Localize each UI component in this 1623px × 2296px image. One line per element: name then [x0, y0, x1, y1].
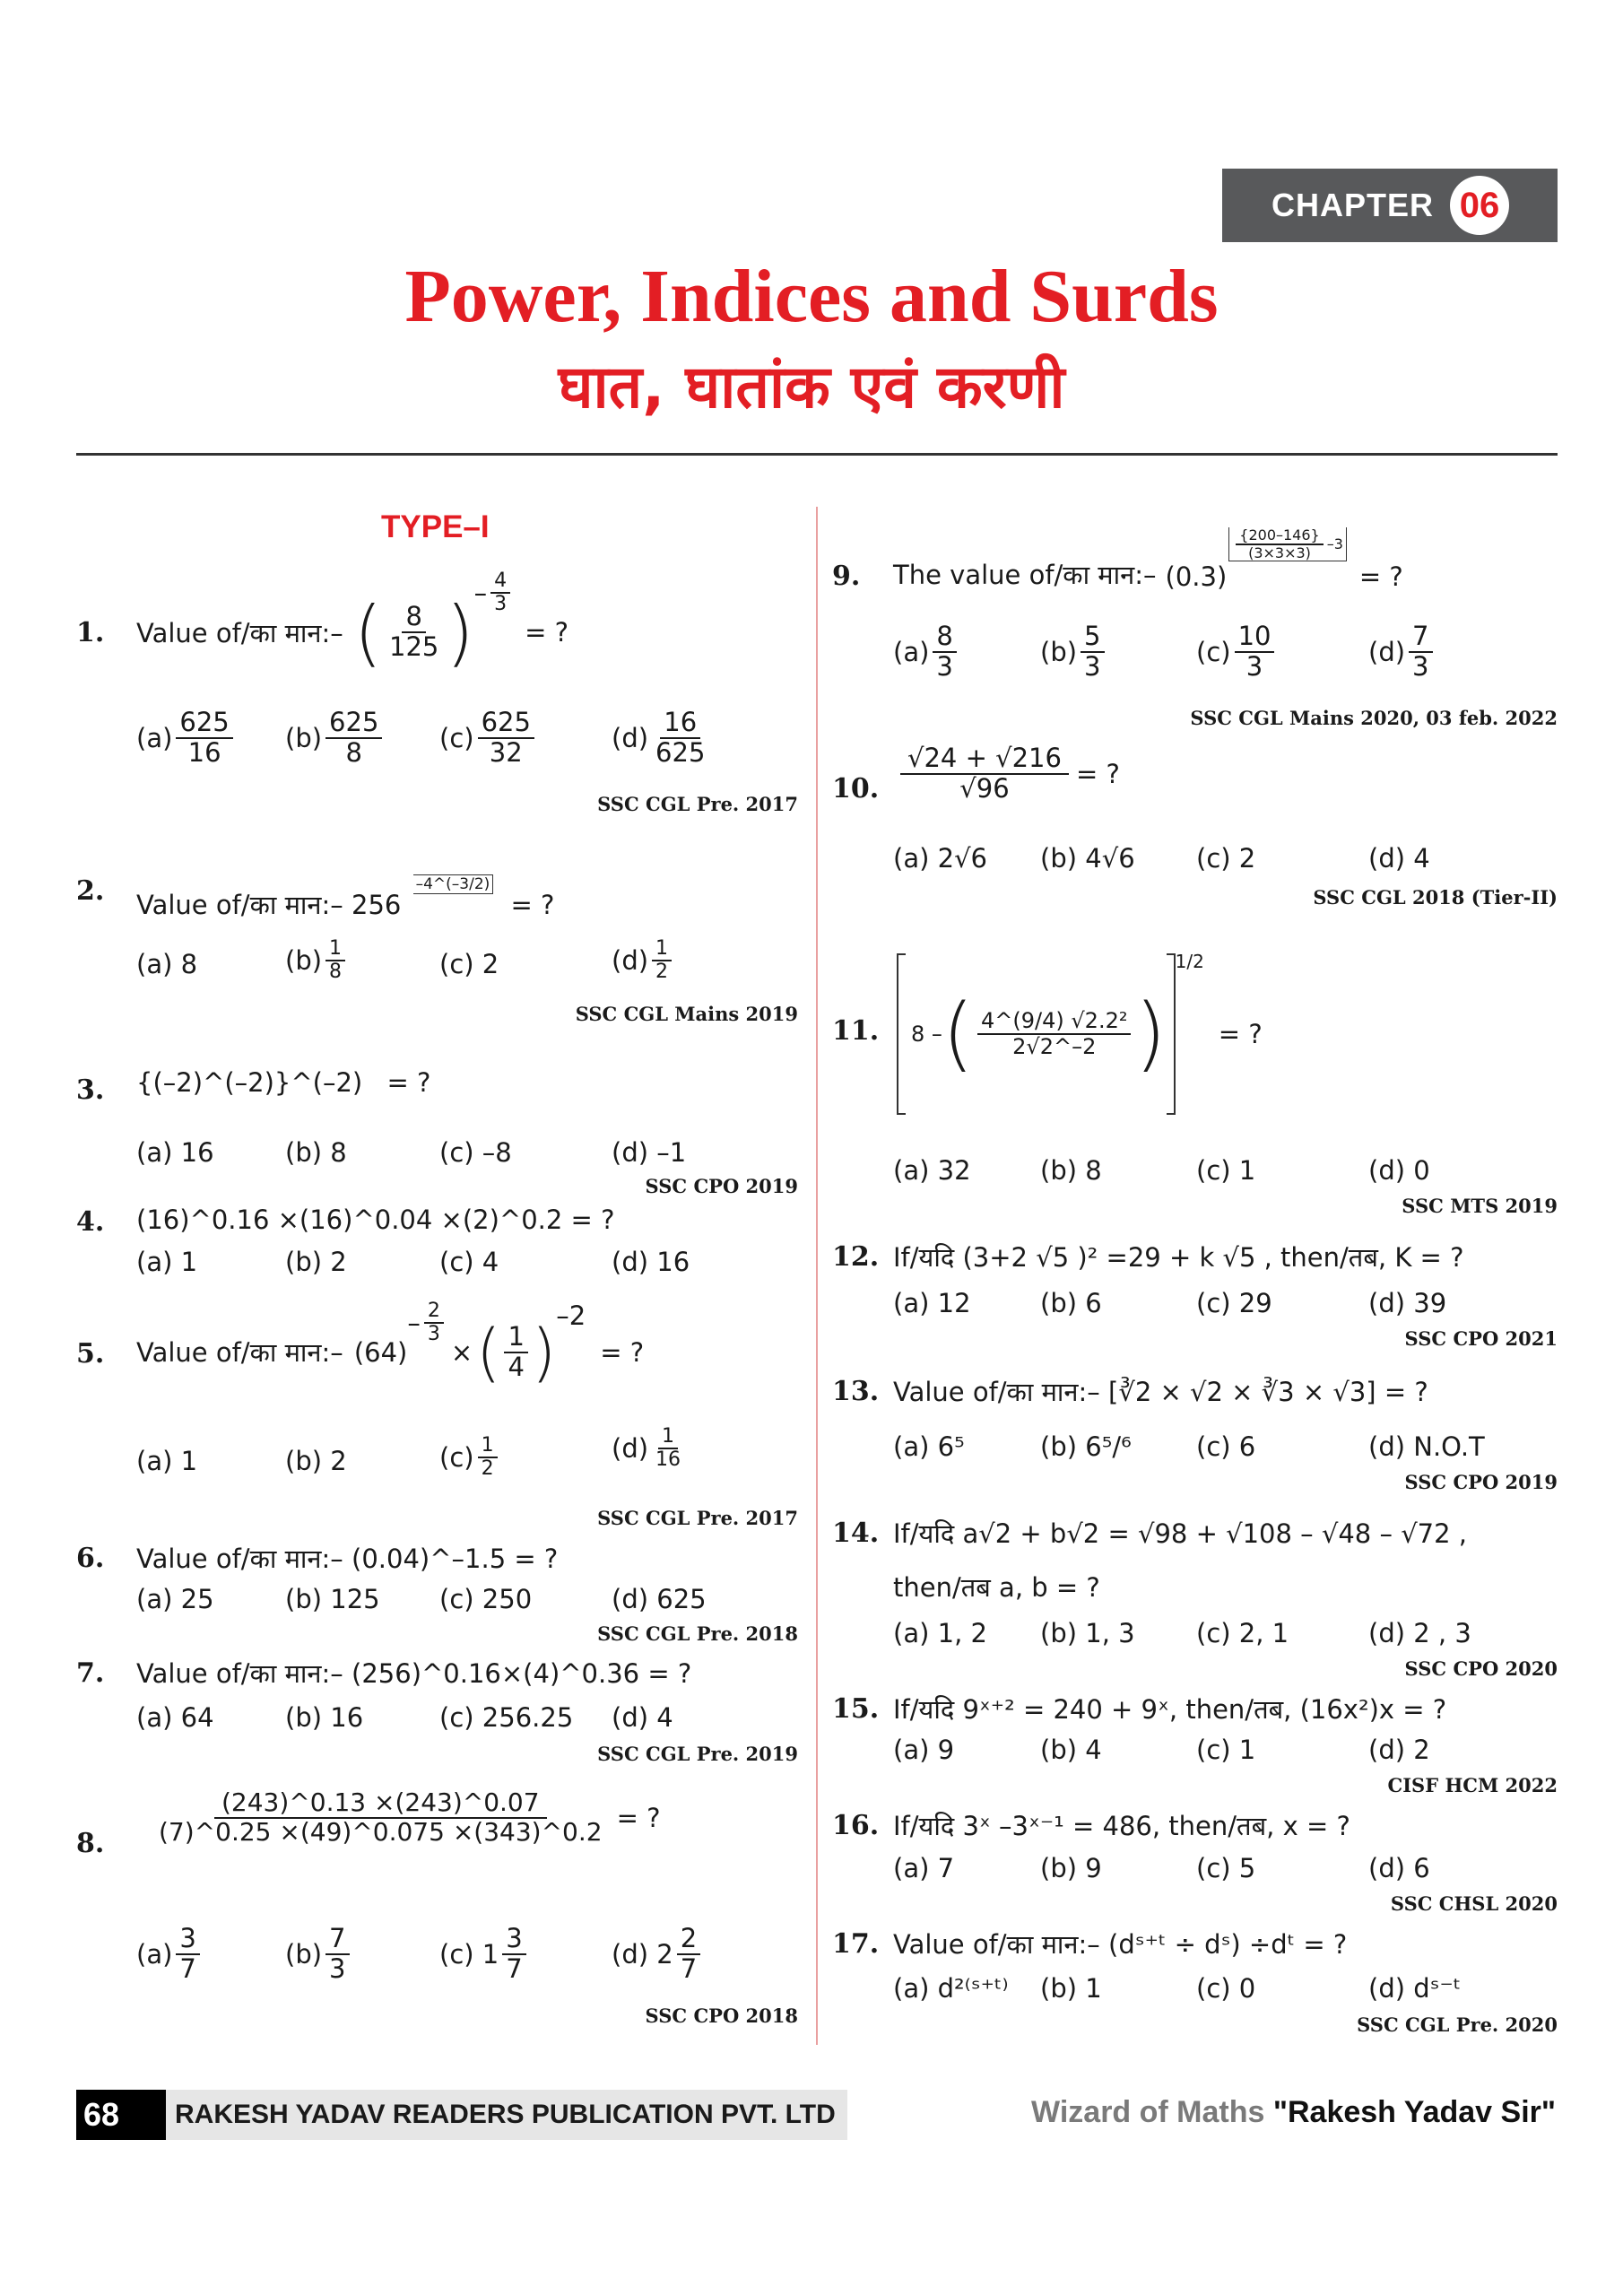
option-c[interactable]: (c) 250	[439, 1584, 533, 1614]
option-d[interactable]: (d) 2 , 3	[1368, 1618, 1471, 1648]
publisher-name: RAKESH YADAV READERS PUBLICATION PVT. LTD	[166, 2090, 847, 2140]
option-b[interactable]: (b) 8	[1040, 1155, 1102, 1186]
option-b[interactable]: (b) 1, 3	[1040, 1618, 1135, 1648]
question-number: 8.	[76, 1828, 105, 1859]
source-tag: SSC CPO 2018	[645, 2005, 798, 2027]
expression-line-2: then/तब a, b = ?	[893, 1572, 1100, 1603]
column-divider	[816, 507, 818, 2045]
option-d[interactable]: (d) 4	[612, 1702, 673, 1733]
option-c[interactable]: (c) 29	[1196, 1288, 1272, 1318]
option-d[interactable]: (d) 0	[1368, 1155, 1430, 1186]
source-tag: SSC CPO 2019	[645, 1175, 798, 1197]
numerator: (243)^0.13 ×(243)^0.07	[214, 1789, 547, 1819]
option-c[interactable]: (c) 2	[439, 949, 499, 979]
source-tag: SSC CGL Pre. 2018	[597, 1622, 798, 1645]
option-d[interactable]: (d) 625	[612, 1584, 707, 1614]
source-tag: SSC CHSL 2020	[1390, 1892, 1558, 1915]
exponent: – $\frac{4}{3}$	[474, 570, 515, 615]
option-b[interactable]: (b) 9	[1040, 1853, 1102, 1883]
option-b[interactable]: (b) 1	[1040, 1973, 1102, 2004]
question-number: 10.	[832, 773, 880, 804]
option-d[interactable]: (d) 39	[1368, 1288, 1447, 1318]
question-number: 11.	[832, 1015, 880, 1047]
question-number: 5.	[76, 1338, 105, 1370]
option-b[interactable]: (b) 125	[285, 1584, 380, 1614]
question-number: 6.	[76, 1543, 105, 1574]
option-d[interactable]: (d) 16	[612, 1247, 690, 1277]
exponent: – $\frac{2}{3}$	[407, 1300, 447, 1345]
tagline-prefix: Wizard of Maths	[1031, 2095, 1273, 2129]
option-c[interactable]: (c) 1 $\frac{3}{7}$	[439, 1925, 530, 1984]
outer-exponent: 1/2	[1175, 951, 1204, 972]
question-number: 1.	[76, 617, 105, 648]
base: (64)	[353, 1336, 408, 1368]
source-tag: SSC CGL Mains 2020, 03 feb. 2022	[1190, 707, 1558, 729]
source-tag: SSC CGL Pre. 2017	[597, 1507, 798, 1529]
question-number: 13.	[832, 1376, 880, 1407]
option-c[interactable]: (c) $\frac{10}{3}$	[1196, 622, 1278, 682]
option-a[interactable]: (a) 1	[136, 1247, 198, 1277]
option-a[interactable]: (a) 2√6	[893, 843, 988, 874]
base: (0.3)	[1165, 561, 1228, 592]
expression: (16)^0.16 ×(16)^0.04 ×(2)^0.2 = ?	[136, 1205, 615, 1235]
option-b[interactable]: (b) 6⁵/⁶	[1040, 1431, 1132, 1462]
option-a[interactable]: (a) 9	[893, 1735, 955, 1765]
option-b[interactable]: (b) 8	[285, 1137, 347, 1168]
expression: {(–2)^(–2)}^(–2)	[136, 1067, 363, 1098]
source-tag: SSC CGL Pre. 2017	[597, 793, 798, 815]
option-d[interactable]: (d) $\frac{1}{16}$	[612, 1425, 681, 1472]
source-tag: CISF HCM 2022	[1387, 1774, 1558, 1796]
chapter-badge	[1222, 169, 1558, 242]
option-a[interactable]: (a) 16	[136, 1137, 214, 1168]
option-d[interactable]: (d) $\frac{7}{3}$	[1368, 622, 1436, 682]
option-d[interactable]: (d) $\frac{16}{625}$	[612, 707, 706, 768]
option-a[interactable]: (a) $\frac{3}{7}$	[136, 1925, 204, 1984]
expression: [∛2 × √2 × ∛3 × √3]	[1108, 1377, 1376, 1407]
chapter-number: 06	[1450, 176, 1509, 235]
option-b[interactable]: (b) $\frac{7}{3}$	[285, 1925, 353, 1984]
chapter-title-hindi: घात, घातांक एवं करणी	[558, 352, 1065, 422]
chapter-label: CHAPTER	[1271, 187, 1435, 223]
expression: (3+2 √5 )² =29 + k √5 , then/तब, K = ?	[962, 1242, 1464, 1273]
option-a[interactable]: (a) $\frac{8}{3}$	[893, 622, 960, 682]
option-a[interactable]: (a) 1, 2	[893, 1618, 987, 1648]
expression: (dˢ⁺ᵗ ÷ dˢ) ÷dᵗ = ?	[1108, 1929, 1348, 1960]
question-number: 9.	[832, 561, 861, 592]
tagline-author: "Rakesh Yadav Sir"	[1272, 2095, 1556, 2129]
option-a[interactable]: (a) 12	[893, 1288, 971, 1318]
option-a[interactable]: (a) d²⁽ˢ⁺ᵗ⁾	[893, 1973, 1009, 2004]
chapter-title-english: Power, Indices and Surds	[404, 255, 1219, 338]
option-d[interactable]: (d) dˢ⁻ᵗ	[1368, 1973, 1462, 2004]
source-tag: SSC CPO 2019	[1404, 1471, 1558, 1493]
option-a[interactable]: (a) 7	[893, 1853, 955, 1883]
question-number: 4.	[76, 1206, 105, 1238]
option-b[interactable]: (b) 2	[285, 1446, 347, 1476]
header-divider	[76, 453, 1558, 456]
option-b[interactable]: (b) $\frac{1}{8}$	[285, 938, 349, 983]
expression: (0.04)^–1.5 = ?	[352, 1544, 559, 1574]
option-c[interactable]: (c) $\frac{1}{2}$	[439, 1435, 501, 1480]
option-c[interactable]: (c) 5	[1196, 1853, 1256, 1883]
type-heading: TYPE–I	[381, 509, 490, 544]
option-c[interactable]: (c) 2	[1196, 843, 1256, 874]
source-tag: SSC CPO 2020	[1404, 1657, 1558, 1680]
option-c[interactable]: (c) 6	[1196, 1431, 1256, 1462]
option-b[interactable]: (b) 16	[285, 1702, 364, 1733]
question-number: 16.	[832, 1810, 880, 1841]
option-a[interactable]: (a) 6⁵	[893, 1431, 965, 1462]
option-b[interactable]: (b) 4√6	[1040, 843, 1135, 874]
denominator: (7)^0.25 ×(49)^0.075 ×(343)^0.2	[159, 1816, 603, 1847]
page-number: 68	[76, 2090, 166, 2140]
option-d[interactable]: (d) 2 $\frac{2}{7}$	[612, 1925, 704, 1984]
option-c[interactable]: (c) –8	[439, 1137, 512, 1168]
source-tag: SSC MTS 2019	[1402, 1195, 1558, 1217]
base-fraction: $\frac{8}{125}$	[389, 601, 439, 662]
option-a[interactable]: (a) 25	[136, 1584, 214, 1614]
source-tag: SSC CGL Pre. 2020	[1357, 2013, 1558, 2036]
option-b[interactable]: (b) 6	[1040, 1288, 1102, 1318]
option-d[interactable]: (d) N.O.T	[1368, 1431, 1485, 1462]
option-d[interactable]: (d) –1	[612, 1137, 687, 1168]
option-a[interactable]: (a) 32	[893, 1155, 971, 1186]
question-prefix: Value of/का मान:–	[136, 617, 343, 648]
option-b[interactable]: (b) $\frac{625}{8}$	[285, 709, 386, 768]
option-b[interactable]: (b) $\frac{5}{3}$	[1040, 622, 1108, 682]
question-number: 15.	[832, 1693, 880, 1725]
option-c[interactable]: (c) 1	[1196, 1155, 1256, 1186]
expression: 9ˣ⁺² = 240 + 9ˣ, then/तब, (16x²)x = ?	[962, 1694, 1447, 1725]
option-c[interactable]: (c) 256.25	[439, 1702, 574, 1733]
option-d[interactable]: (d) 6	[1368, 1853, 1430, 1883]
option-c[interactable]: (c) 0	[1196, 1973, 1256, 2004]
source-tag: SSC CGL 2018 (Tier-II)	[1313, 886, 1558, 909]
option-b[interactable]: (b) 2	[285, 1247, 347, 1277]
option-c[interactable]: (c) 1	[1196, 1735, 1256, 1765]
option-c[interactable]: (c) 2, 1	[1196, 1618, 1289, 1648]
exponent: –4^(–3/2)	[413, 874, 494, 894]
question-number: 2.	[76, 875, 105, 907]
option-c[interactable]: (c) 4	[439, 1247, 499, 1277]
numerator: √24 + √216	[900, 744, 1069, 775]
option-b[interactable]: (b) 4	[1040, 1735, 1102, 1765]
option-d[interactable]: (d) 2	[1368, 1735, 1430, 1765]
question-number: 17.	[832, 1928, 880, 1960]
base: 256	[352, 890, 402, 920]
option-a[interactable]: (a) 1	[136, 1446, 198, 1476]
question-number: 12.	[832, 1241, 880, 1273]
question-number: 3.	[76, 1074, 105, 1106]
source-tag: SSC CPO 2021	[1404, 1327, 1558, 1350]
option-d[interactable]: (d) $\frac{1}{2}$	[612, 938, 675, 983]
exponent: $\frac{\{200-146\}}{(3\times 3\times 3)}$ –3	[1228, 527, 1347, 561]
option-d[interactable]: (d) 4	[1368, 843, 1430, 874]
inner-numerator: 4^(9/4) √2.2²	[977, 1009, 1131, 1034]
question-number: 14.	[832, 1518, 880, 1549]
expression: (256)^0.16×(4)^0.36 = ?	[352, 1658, 692, 1689]
option-c[interactable]: (c) $\frac{625}{32}$	[439, 709, 538, 768]
option-a[interactable]: (a) 64	[136, 1702, 214, 1733]
question-number: 7.	[76, 1657, 105, 1689]
source-tag: SSC CGL Pre. 2019	[597, 1743, 798, 1765]
source-tag: SSC CGL Mains 2019	[575, 1003, 798, 1025]
footer-tagline	[1031, 2095, 1556, 2130]
inner-denominator: 2√2^–2	[1012, 1033, 1097, 1059]
denominator: √96	[959, 772, 1010, 804]
expression: a√2 + b√2 = √98 + √108 – √48 – √72 ,	[962, 1518, 1468, 1549]
expression: 3ˣ –3ˣ⁻¹ = 486, then/तब, x = ?	[962, 1811, 1350, 1841]
option-a[interactable]: (a) $\frac{625}{16}$	[136, 709, 237, 768]
option-a[interactable]: (a) 8	[136, 949, 198, 979]
